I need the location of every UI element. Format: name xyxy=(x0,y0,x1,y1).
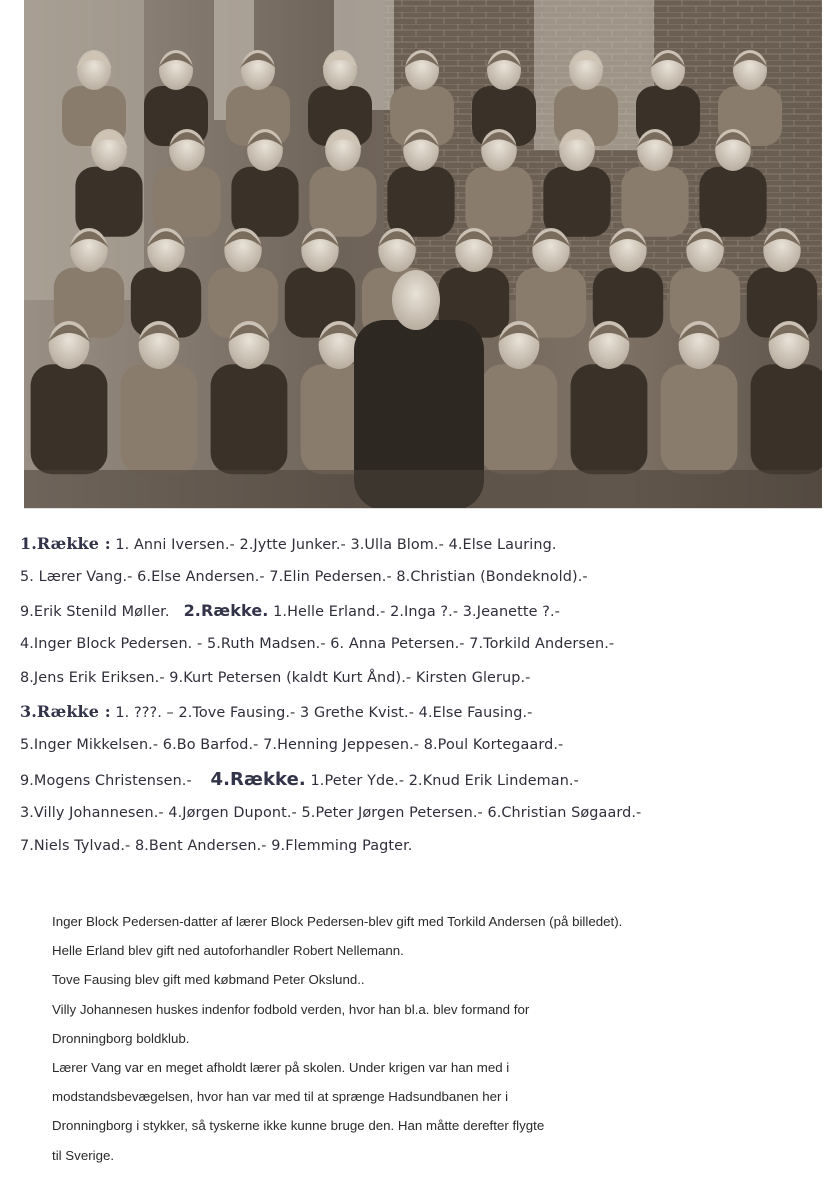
note-line: modstandsbevægelsen, hvor han var med til at sprænge Hadsundbanen her i xyxy=(52,1089,509,1105)
person-body xyxy=(121,364,198,474)
person-body xyxy=(231,167,298,237)
class-photograph-svg xyxy=(24,0,822,508)
caption-list xyxy=(20,527,830,864)
person-body xyxy=(661,364,738,474)
caption-line-10 xyxy=(20,830,830,864)
caption-text: 7.Niels Tylvad.- 8.Bent Andersen.- 9.Flemming Pagter. xyxy=(20,838,413,855)
row-label: 2.Række. xyxy=(183,601,269,621)
row-label: 1.Række : xyxy=(20,534,111,553)
caption-line-5 xyxy=(20,662,830,696)
caption-text: 3.Villy Johannesen.- 4.Jørgen Dupont.- 5.Peter Jørgen Petersen.- 6.Christian Søgaard.- xyxy=(20,804,642,821)
person-body xyxy=(387,167,454,237)
note-line: Inger Block Pedersen-datter af lærer Block Pedersen-blev gift med Torkild Andersen (på billedet). xyxy=(52,914,623,929)
caption-line-3 xyxy=(20,594,830,628)
caption-line-6 xyxy=(20,695,830,729)
person-body xyxy=(309,167,376,237)
note-line: Tove Fausing blev gift med købmand Peter Okslund.. xyxy=(52,972,365,988)
person-body xyxy=(699,167,766,237)
person-body xyxy=(481,364,558,474)
caption-text: 9.Mogens Christensen.- xyxy=(20,772,192,789)
caption-text: 1. ???. – 2.Tove Fausing.- 3 Grethe Kvist.- 4.Else Fausing.- xyxy=(110,705,533,722)
row-label: 3.Række : xyxy=(20,702,111,722)
caption-text: 1.Helle Erland.- 2.Inga ?.- 3.Jeanette ?.- xyxy=(268,604,560,621)
person-body xyxy=(465,167,532,237)
caption-text: 5.Inger Mikkelsen.- 6.Bo Barfod.- 7.Henning Jeppesen.- 8.Poul Kortegaard.- xyxy=(20,737,564,754)
caption-text: 8.Jens Erik Eriksen.- 9.Kurt Petersen (kaldt Kurt Ånd).- Kirsten Glerup.- xyxy=(20,669,531,686)
person-body xyxy=(153,167,220,237)
caption-text: 5. Lærer Vang.- 6.Else Andersen.- 7.Elin Pedersen.- 8.Christian (Bondeknold).- xyxy=(20,568,588,585)
caption-line-7 xyxy=(20,729,830,763)
person-body xyxy=(31,364,108,474)
caption-text: 1. Anni Iversen.- 2.Jytte Junker.- 3.Ulla Blom.- 4.Else Lauring. xyxy=(110,537,557,553)
row-label: 4.Række. xyxy=(210,768,306,790)
person-body xyxy=(211,364,288,474)
caption-line-2 xyxy=(20,561,830,595)
caption-line-8 xyxy=(20,763,830,797)
person-body xyxy=(75,167,142,237)
person-body xyxy=(751,364,822,474)
person-body xyxy=(543,167,610,237)
class-photograph xyxy=(24,0,822,509)
note-line: Dronningborg boldklub. xyxy=(52,1030,190,1046)
caption-text: 4.Inger Block Pedersen. - 5.Ruth Madsen.- 6. Anna Petersen.- 7.Torkild Andersen.- xyxy=(20,636,615,653)
person-body xyxy=(571,364,648,474)
note-line: Dronningborg i stykker, så tyskerne ikke kunne bruge den. Han måtte derefter flygte xyxy=(52,1118,545,1134)
caption-text: 9.Erik Stenild Møller. xyxy=(20,604,170,621)
ground xyxy=(24,470,822,508)
teacher-head xyxy=(392,270,440,330)
notes-block xyxy=(52,907,832,1170)
caption-line-9 xyxy=(20,797,830,831)
caption-line-1 xyxy=(20,527,830,561)
note-line: Villy Johannesen huskes indenfor fodbold verden, hvor han bl.a. blev formand for xyxy=(52,1001,530,1017)
caption-line-4 xyxy=(20,628,830,662)
note-line: til Sverige. xyxy=(52,1147,115,1163)
note-line: Helle Erland blev gift ned autoforhandler Robert Nellemann. xyxy=(52,943,404,959)
caption-text: 1.Peter Yde.- 2.Knud Erik Lindeman.- xyxy=(305,772,579,789)
person-body xyxy=(621,167,688,237)
note-line: Lærer Vang var en meget afholdt lærer på skolen. Under krigen var han med i xyxy=(52,1059,510,1075)
